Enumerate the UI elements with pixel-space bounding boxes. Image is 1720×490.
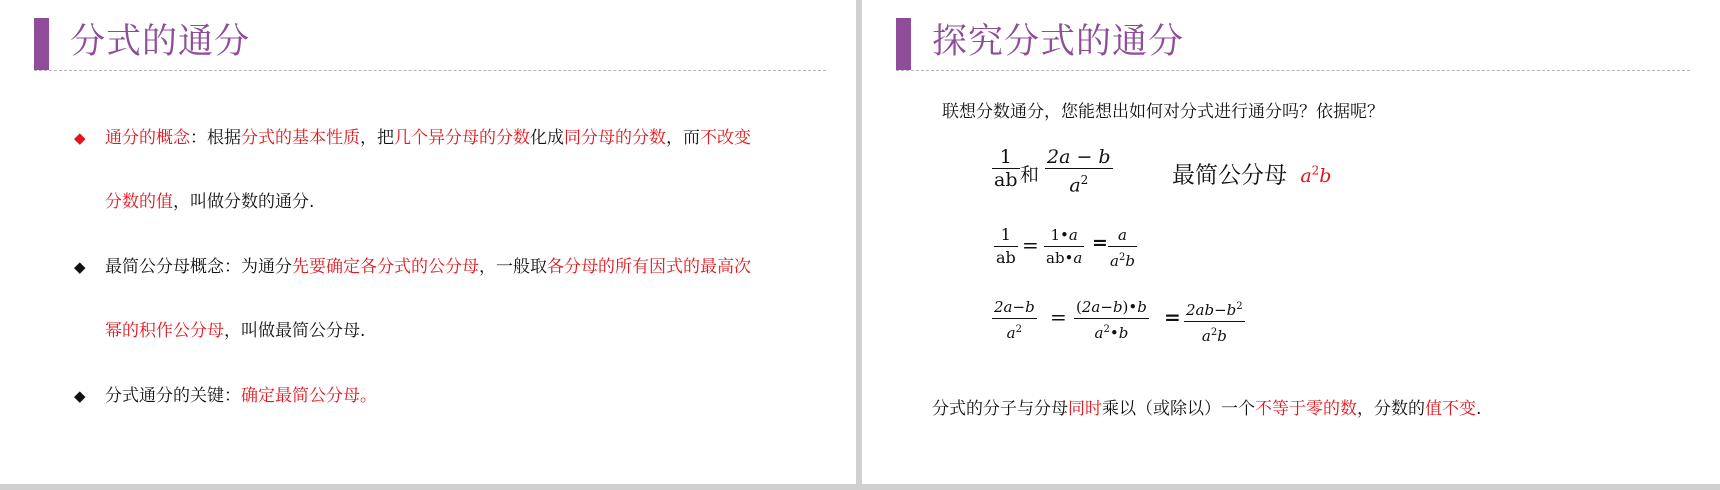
slide-title: 分式的通分 [70, 22, 251, 62]
text-run: ，而 [666, 128, 700, 148]
equals-sign: = [1022, 233, 1039, 257]
and-word: 和 [1020, 164, 1040, 186]
text-run: 不等于零的数 [1255, 399, 1357, 419]
conclusion-text [932, 397, 1481, 421]
text-run: 先要确定各分式的公分母 [292, 257, 479, 277]
bullet-concept-line2 [105, 190, 314, 214]
text-run: 同分母的分数 [564, 128, 666, 148]
fraction-2a-b-over-a2-small: 2a−b $a^2$ [994, 298, 1035, 342]
fraction-a-over-a2b: a $a^2b$ [1110, 226, 1135, 270]
text-run: 幂的积作公分母 [105, 321, 224, 341]
diamond-bullet-icon: ◆ [74, 129, 86, 147]
bullet-lcd-line2 [105, 319, 365, 343]
text-run: ，叫做分数的通分. [173, 192, 315, 212]
fraction-result: $2ab-b^2$ $a^2b$ [1186, 301, 1243, 345]
slide-right [862, 0, 1720, 484]
fraction-1-over-ab-small: 1 ab [996, 225, 1016, 267]
text-run: 确定最简公分母。 [241, 386, 377, 406]
text-run: ，一般取 [479, 257, 547, 277]
text-run: 分数的值 [105, 192, 173, 212]
title-accent-bar [896, 18, 911, 70]
text-run: ，叫做最简公分母. [224, 321, 366, 341]
question-text: 联想分数通分，您能想出如何对分式进行通分吗？依据呢？ [942, 102, 1384, 122]
fraction-expanded: (2a−b)•b $a^2•b$ [1076, 298, 1147, 342]
bullet-key-line [105, 384, 377, 408]
bullet-concept-line1 [105, 126, 751, 150]
text-run: 分式的基本性质 [241, 128, 360, 148]
title-divider [896, 70, 1690, 71]
fraction-2a-b-over-a2: 2a − b $a^2$ [1047, 146, 1111, 197]
fraction-1-over-ab: 1 ab [994, 146, 1018, 191]
text-run: ：为通分 [224, 257, 292, 277]
text-run: ，把 [360, 128, 394, 148]
text-run: ： [224, 386, 241, 406]
equals-sign: = [1164, 305, 1181, 329]
text-run: 乘以（或除以）一个 [1102, 399, 1255, 419]
text-run: ，分数的 [1357, 399, 1425, 419]
text-run: 化成 [530, 128, 564, 148]
text-run: 值不变 [1425, 399, 1476, 419]
text-run: 分式通分的关键 [105, 386, 224, 406]
text-run: ：根据 [190, 128, 241, 148]
bullet-lcd-line1 [105, 255, 751, 279]
text-run: 不改变 [700, 128, 751, 148]
lcd-label: 最简公分母 $a^2b$ [1172, 162, 1332, 189]
text-run: 最简公分母概念 [105, 257, 224, 277]
text-run: 同时 [1068, 399, 1102, 419]
equals-sign: = [1050, 305, 1067, 329]
slide-left [0, 0, 856, 484]
fraction-1a-over-aba: 1•a ab•a [1046, 226, 1083, 267]
text-run: . [1476, 399, 1482, 419]
text-run: 通分的概念 [105, 128, 190, 148]
text-run: 各分母的所有因式的最高次 [547, 257, 751, 277]
text-run: 分式的分子与分母 [932, 399, 1068, 419]
slide-title: 探究分式的通分 [932, 22, 1185, 62]
text-run: 几个异分母的分数 [394, 128, 530, 148]
diamond-bullet-icon: ◆ [74, 258, 86, 276]
title-divider [34, 70, 826, 71]
title-accent-bar [34, 18, 49, 70]
diamond-bullet-icon: ◆ [74, 387, 86, 405]
equals-sign: = [1092, 232, 1108, 254]
